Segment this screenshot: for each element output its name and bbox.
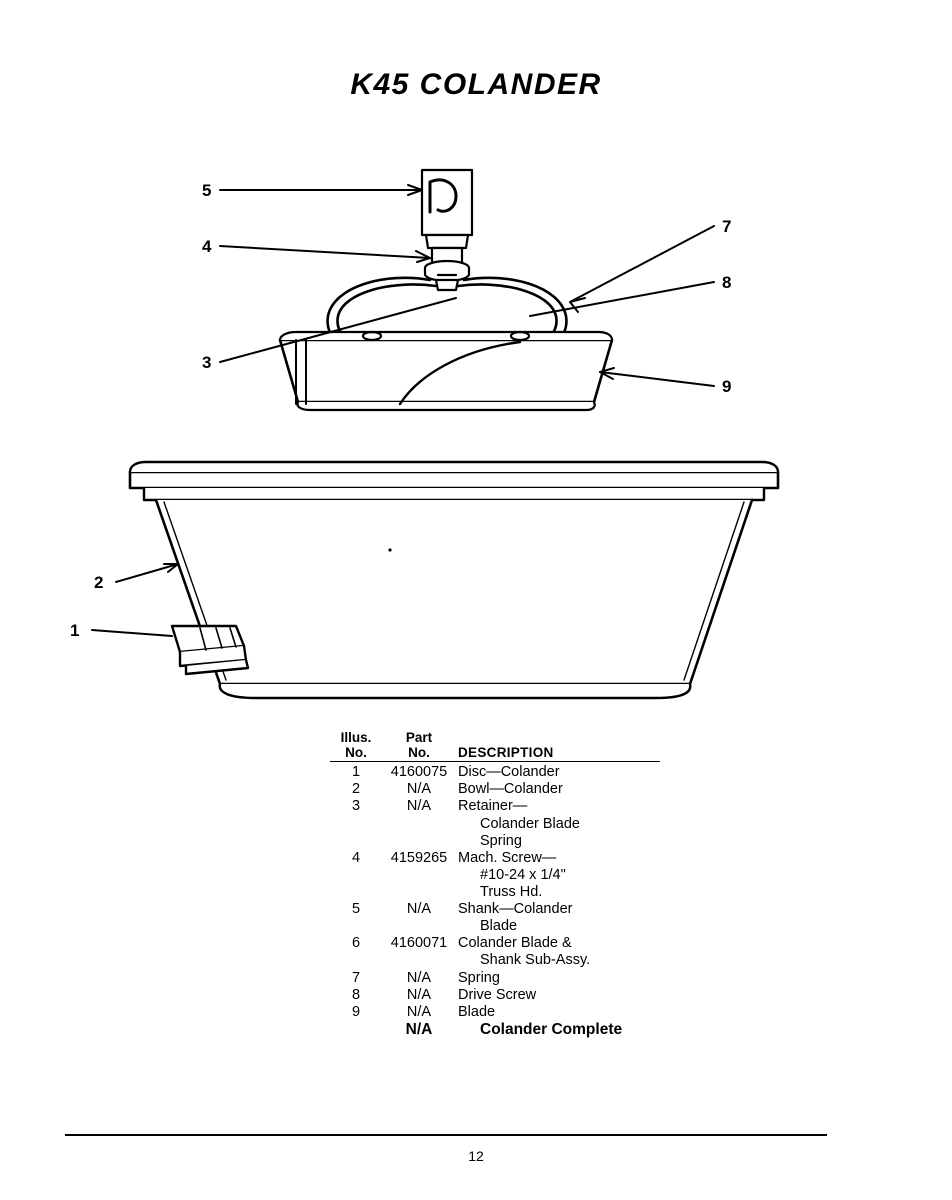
page-title: K45 COLANDER [350, 68, 602, 101]
figure-colander-blade-assembly [100, 140, 860, 430]
header-illus-no: Illus. No. [340, 730, 372, 761]
table-row-total: N/A Colander Complete [405, 1020, 623, 1038]
page-number: 12 [468, 1148, 484, 1164]
header-description: DESCRIPTION [458, 745, 554, 761]
callout-5: 5 [202, 181, 212, 200]
table-row: 5 N/A Shank—Colander [351, 901, 573, 918]
callout-4: 4 [202, 237, 212, 256]
header-part-no: Part No. [405, 730, 433, 761]
parts-table [330, 730, 660, 1039]
table-row: 3 N/A Retainer— [351, 798, 528, 815]
table-row: 2 N/A Bowl—Colander [351, 781, 563, 798]
footer-divider [65, 1134, 827, 1136]
table-header-rule [330, 761, 660, 762]
table-row: 1 4160075 Disc—Colander [351, 764, 560, 781]
callout-8: 8 [722, 273, 732, 292]
table-row-continuation: Colander Blade [480, 815, 580, 832]
table-row-continuation: #10-24 x 1/4" [480, 866, 566, 883]
table-row: 8 N/A Drive Screw [351, 986, 537, 1003]
table-header-row [330, 730, 660, 760]
table-row-continuation: Truss Hd. [480, 883, 543, 900]
callout-9: 9 [722, 377, 732, 396]
callout-2: 2 [94, 573, 104, 592]
callout-3: 3 [202, 353, 212, 372]
table-row-continuation: Shank Sub-Assy. [480, 952, 591, 969]
table-row: 6 4160071 Colander Blade & [351, 935, 572, 952]
callout-7: 7 [722, 217, 732, 236]
table-row: 9 N/A Blade [351, 1003, 496, 1020]
figure-colander-bowl [60, 440, 900, 720]
table-row: 7 N/A Spring [351, 969, 500, 986]
table-row: 4 4159265 Mach. Screw— [351, 849, 557, 866]
table-row-continuation: Spring [480, 832, 522, 849]
callout-1: 1 [70, 621, 80, 640]
table-row-continuation: Blade [480, 918, 518, 935]
